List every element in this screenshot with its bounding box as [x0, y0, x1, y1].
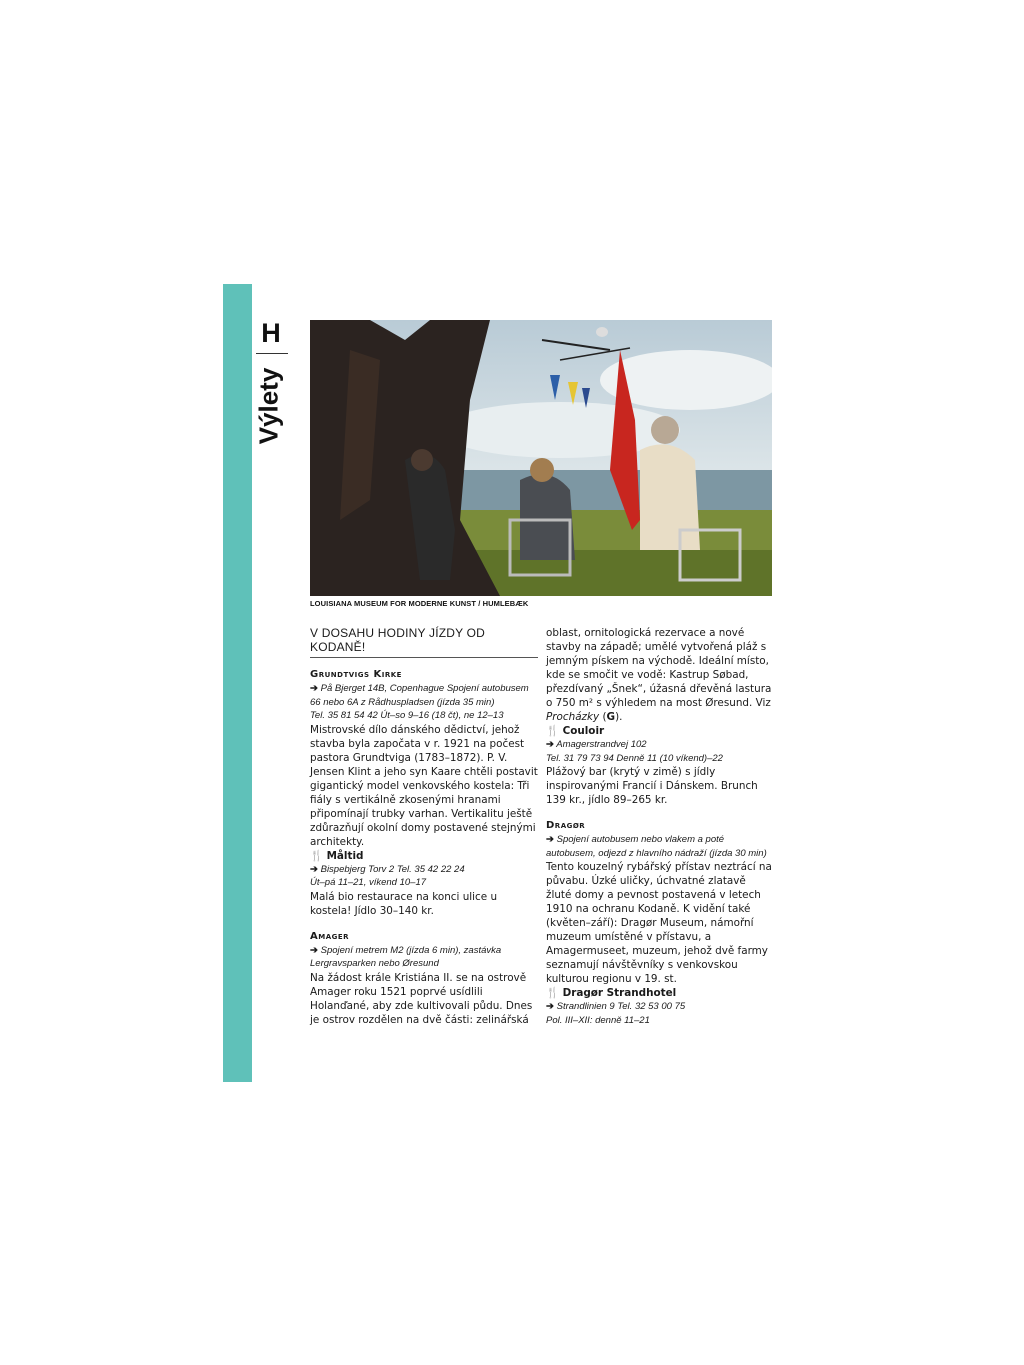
arrow-icon: ➔	[546, 739, 554, 750]
grundtvig-heading: Grundtvigs Kirke	[310, 669, 402, 680]
amager-text-continued: oblast, ornitologická rezervace a nové stavby na západě; umělé vytvořená pláž s jemným pískem na východě. Ideální místo, kde se smočit ve vodě: Kastrup Søbad, přezdívaný „Šnek“, úžasná dřevěná lastura o 750 m² s výhledem na most Øresund. Viz Procházky (G).	[546, 627, 772, 723]
strandhotel-hours: Pol. III–XII: denně 11–21	[546, 1014, 650, 1026]
arrow-icon: ➔	[310, 863, 318, 875]
maltid-name: 🍴 Måltid	[310, 849, 364, 862]
see-ref: G	[606, 711, 616, 723]
dragor-text: Tento kouzelný rybářský přístav neztrácí na půvabu. Úzké uličky, úchvatné zlatavě žluté domy a pevnost postavená v letech 1910 na ochranu Kodaně. K vidění také (květen–září): Dragør Museum, námořní muzeum umístěné v přístavu, a Amagermuseet, muzeum, jehož dvě farmy seznamují návštěvníky s venkovskou kulturou regionu v 19. st.	[546, 861, 772, 985]
museum-photo	[310, 320, 772, 596]
maltid-hours: Út–pá 11–21, víkend 10–17	[310, 877, 427, 888]
section-color-bar	[223, 284, 252, 1082]
couloir-text: Plážový bar (krytý v zimě) s jídly inspirovanými Francií i Dánskem. Brunch 139 kr., jídlo 89–265 kr.	[546, 766, 758, 806]
grundtvig-hours: Tel. 35 81 54 42 Út–so 9–16 (18 čt), ne 12–13	[310, 710, 504, 721]
section-divider	[256, 353, 288, 354]
amager-info: ➔ Spojení metrem M2 (jízda 6 min), zastávka Lergravsparken nebo Øresund	[310, 944, 502, 969]
arrow-icon: ➔	[546, 834, 554, 845]
strandhotel-address: ➔ Strandlinien 9 Tel. 32 53 00 75	[546, 1001, 686, 1012]
couloir-hours: Tel. 31 79 73 94 Denně 11 (10 víkend)–22	[546, 752, 723, 764]
see-link: Procházky	[546, 711, 600, 723]
amager-heading: Amager	[310, 930, 350, 942]
maltid-info: ➔ Bispebjerg Torv 2 Tel. 35 42 22 24	[310, 863, 465, 875]
intro-heading: V DOSAHU HODINY JÍZDY OD KODANĚ!	[310, 626, 538, 658]
photo-caption: LOUISIANA MUSEUM FOR MODERNE KUNST / HUMLEBÆK	[310, 599, 529, 608]
arrow-icon: ➔	[310, 944, 318, 956]
restaurant-icon: 🍴	[546, 725, 559, 737]
restaurant-icon: 🍴	[546, 987, 559, 999]
arrow-icon: ➔	[546, 1001, 554, 1012]
maltid-text: Malá bio restaurace na konci ulice u kostela! Jídlo 30–140 kr.	[310, 890, 498, 917]
couloir-address: ➔ Amagerstrandvej 102	[546, 739, 647, 750]
arrow-icon: ➔	[310, 683, 318, 694]
restaurant-icon: 🍴	[310, 849, 323, 862]
dragor-heading: Dragør	[546, 820, 586, 831]
left-column	[310, 626, 538, 1027]
grundtvig-text: Mistrovské dílo dánského dědictví, jehož stavba byla započata v r. 1921 na počest pastora Grundtviga (1783–1872). P. V. Jensen Klint a jeho syn Kaare chtěli postavit gigantický model venkovského kostela: Tři fiály s vertikálně zkosenými hranami připomínají trubky varhan. Vertikalitu ještě zdůrazňují okolní domy postavené stejnými architekty.	[310, 723, 538, 848]
grundtvig-address: ➔ På Bjerget 14B, Copenhague Spojení autobusem 66 nebo 6A z Rådhuspladsen (jízda 35 min)	[310, 683, 529, 708]
section-letter: H	[261, 318, 281, 348]
strandhotel-name: 🍴 Dragør Strandhotel	[546, 987, 677, 999]
dragor-info: ➔ Spojení autobusem nebo vlakem a poté autobusem, odjezd z hlavního nádraží (jízda 30 min)	[546, 834, 767, 859]
amager-text: Na žádost krále Kristiána II. se na ostrově Amager roku 1521 poprvé usídlili Holanďané, aby zde kultivovali půdu. Dnes je ostrov rozdělen na dvě části: zelinářská	[310, 971, 533, 1026]
section-title: Výlety	[253, 367, 284, 445]
right-column	[546, 626, 774, 1027]
couloir-name: 🍴 Couloir	[546, 725, 605, 737]
